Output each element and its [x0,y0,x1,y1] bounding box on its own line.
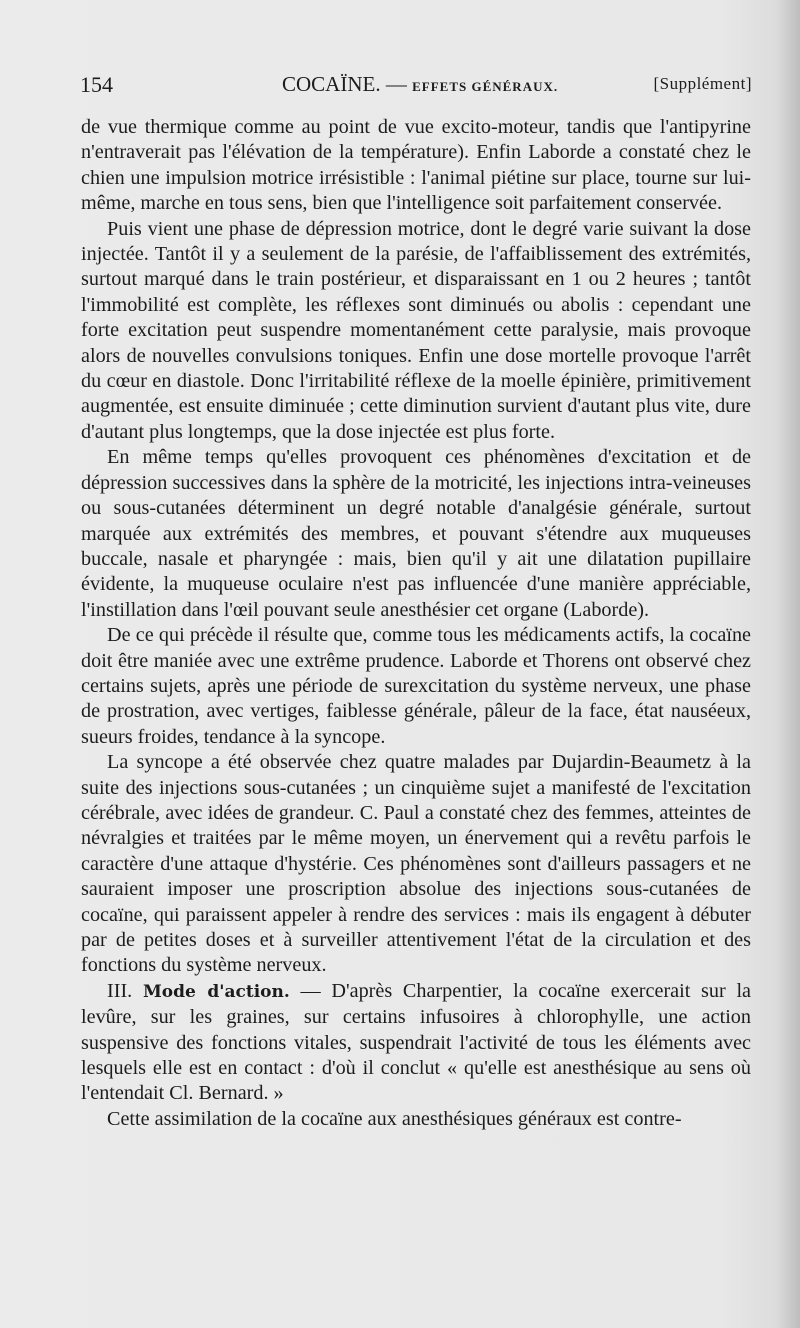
paragraph: La syncope a été observée chez quatre malades par Dujardin-Beaumetz à la suite des injections sous-cutanées ; un cinquième sujet a manifesté de l'excitation cérébrale, avec idées de grandeur. C. Paul a constaté chez des femmes, atteintes de névralgies et traitées par le même moyen, un énervement qui a revêtu parfois le caractère d'une attaque d'hystérie. Ces phénomènes sont d'ailleurs passagers et ne sauraient imposer une proscription absolue des injections sous-cutanées de cocaïne, qui paraissent appeler à rendre des services : mais ils engagent à débuter par de petites doses et à surveiller attentivement l'état de la circulation et des fonctions du système nerveux. [81,751,751,977]
section-heading: Mode d'action. [142,981,290,1002]
paragraph: Cette assimilation de la cocaïne aux anesthésiques généraux est contre- [107,1107,682,1130]
section-text: — D'après Charpentier, la cocaïne exercerait sur la levûre, sur les graines, sur certains infusoires à chlorophylle, une action suspensive des fonctions vitales, suspendrait l'activité de tous les éléments avec lesquels elle est en contact : d'où il conclut « qu'elle est anesthésique au sens où l'entendait Cl. Bernard. » [81,979,752,1105]
page-body [81,115,751,1132]
title-dash: — [380,72,413,96]
subtitle-text: EFFETS GÉNÉRAUX. [412,79,559,94]
title-text: COCAÏNE. [282,72,381,96]
section-number: III. [107,979,143,1002]
running-header [80,72,752,102]
page-number: 154 [80,72,113,97]
paragraph: De ce qui précède il résulte que, comme tous les médicaments actifs, la cocaïne doit être maniée avec une extrême prudence. Laborde et Thorens ont observé chez certains sujets, après une période de surexcitation du système nerveux, une phase de prostration, avec vertiges, faiblesse générale, pâleur de la face, état nauséeux, sueurs froides, tendance à la syncope. [81,624,751,748]
supplement-label: [Supplément] [653,74,752,93]
paragraph: Puis vient une phase de dépression motrice, dont le degré varie suivant la dose injectée. Tantôt il y a seulement de la parésie, de l'affaiblissement des extrémités, surtout marqué dans le train postérieur, et disparaissant en 1 ou 2 heures ; tantôt l'immobilité est complète, les réflexes sont diminués ou abolis : cependant une forte excitation peut suspendre momentanément cette paralysie, mais provoque alors de nouvelles convulsions toniques. Enfin une dose mortelle provoque l'arrêt du cœur en diastole. Donc l'irritabilité réflexe de la moelle épinière, primitivement augmentée, est ensuite diminuée ; cette diminution survient d'autant plus vite, dure d'autant plus longtemps, que la dose injectée est plus forte. [81,217,751,443]
running-title [282,72,558,97]
paragraph: En même temps qu'elles provoquent ces phénomènes d'excitation et de dépression successives dans la sphère de la motricité, les injections intra-veineuses ou sous-cutanées déterminent un degré notable d'analgésie générale, surtout marquée aux extrémités des membres, et pouvant s'étendre aux muqueuses buccale, nasale et pharyngée : mais, bien qu'il y ait une dilatation pupillaire évidente, la muqueuse oculaire n'est pas influencée d'une manière appréciable, l'instillation dans l'œil pouvant seule anesthésier cet organe (Laborde). [81,446,751,621]
section-paragraph [81,979,751,1107]
paragraph: de vue thermique comme au point de vue excito-moteur, tandis que l'antipyrine n'entraverait pas l'élévation de la température). Enfin Laborde a constaté chez le chien une impulsion motrice irrésistible : l'animal piétine sur place, tourne sur lui-même, marche en tous sens, bien que l'intelligence soit parfaitement conservée. [81,116,751,215]
